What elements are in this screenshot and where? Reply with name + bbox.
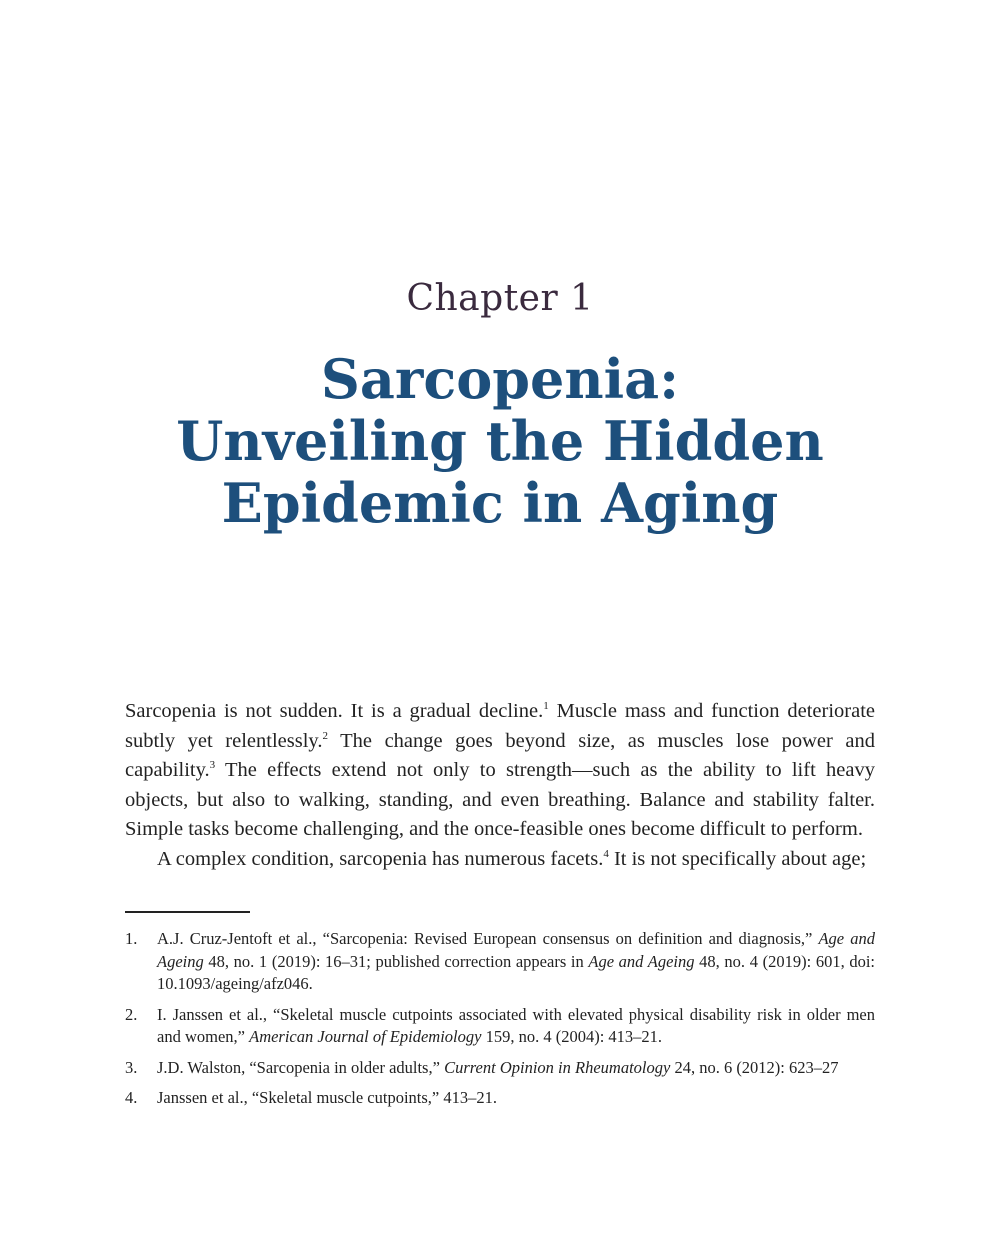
footnote-ref-4: 4 xyxy=(603,847,609,860)
footnote-number: 4. xyxy=(125,1088,138,1107)
chapter-label: Chapter 1 xyxy=(406,278,594,319)
footnote-text-part: J.D. Walston, “Sarcopenia in older adults,” xyxy=(157,1057,445,1077)
paragraph-1-sentence-4: The effects extend not only to strength—such as the ability to lift heavy objects, but also to walking, standing, and even breathing. Balance and stability falter. Simple tasks become challenging, and the once-feasible ones become difficult to perform. xyxy=(125,759,875,840)
footnote-number: 2. xyxy=(125,1004,138,1024)
footnote-2 xyxy=(125,1004,875,1049)
chapter-title-line-3: Epidemic in Aging xyxy=(221,471,779,535)
footnote-text-part: Janssen et al., “Skeletal muscle cutpoints,” 413–21. xyxy=(157,1088,498,1107)
footnote-text-part: 159, no. 4 (2004): 413–21. xyxy=(481,1027,663,1046)
paragraph-1 xyxy=(125,697,875,845)
footnote-text-part: A.J. Cruz-Jentoft et al., “Sarcopenia: Revised European consensus on definition and diagnosis,” xyxy=(157,929,819,948)
footnote-text xyxy=(157,1057,875,1080)
chapter-title-line-2: Unveiling the Hidden xyxy=(176,409,824,473)
footnote-journal: Age and Ageing xyxy=(157,929,876,971)
chapter-title-line-1: Sarcopenia: xyxy=(320,347,680,411)
footnote-number: 3. xyxy=(125,1057,138,1077)
paragraph-1-sentence-2: Muscle mass and function deteriorate subtly yet relentlessly. xyxy=(125,700,875,752)
footnote-text xyxy=(157,1087,875,1110)
footnote-ref-3: 3 xyxy=(209,759,216,772)
body-text xyxy=(125,697,875,874)
footnote-ref-2: 2 xyxy=(322,729,328,742)
footnote-text-part: I. Janssen et al., “Skeletal muscle cutpoints associated with elevated physical disability risk in older men and women,” xyxy=(157,1004,875,1046)
paragraph-2-sentence-2: It is not specifically about age; xyxy=(608,847,867,870)
paragraph-2 xyxy=(125,845,875,875)
footnote-3 xyxy=(125,1057,875,1080)
footnote-text xyxy=(157,928,875,996)
footnote-journal: Age and Ageing xyxy=(588,951,695,971)
paragraph-2-sentence-1: A complex condition, sarcopenia has numerous facets. xyxy=(157,847,604,870)
footnote-1 xyxy=(125,928,875,996)
footnotes xyxy=(125,928,875,1118)
footnote-text-part: 48, no. 4 (2019): 601, doi: 10.1093/ageing/afz046. xyxy=(157,951,876,993)
footnote-journal: American Journal of Epidemiology xyxy=(249,1027,482,1046)
footnote-4 xyxy=(125,1087,875,1110)
chapter-title xyxy=(100,348,900,534)
footnote-text-part: 48, no. 1 (2019): 16–31; published correction appears in xyxy=(203,951,589,971)
paragraph-1-sentence-3: The change goes beyond size, as muscles lose power and capability. xyxy=(125,729,875,781)
footnote-text xyxy=(157,1004,875,1049)
footnote-journal: Current Opinion in Rheumatology xyxy=(444,1057,671,1077)
paragraph-1-sentence-1: Sarcopenia is not sudden. It is a gradual decline. xyxy=(125,700,544,722)
footnote-number: 1. xyxy=(125,929,138,948)
footnote-ref-1: 1 xyxy=(543,700,549,713)
footnote-text-part: 24, no. 6 (2012): 623–27 xyxy=(670,1057,839,1077)
footnote-separator xyxy=(125,911,250,913)
